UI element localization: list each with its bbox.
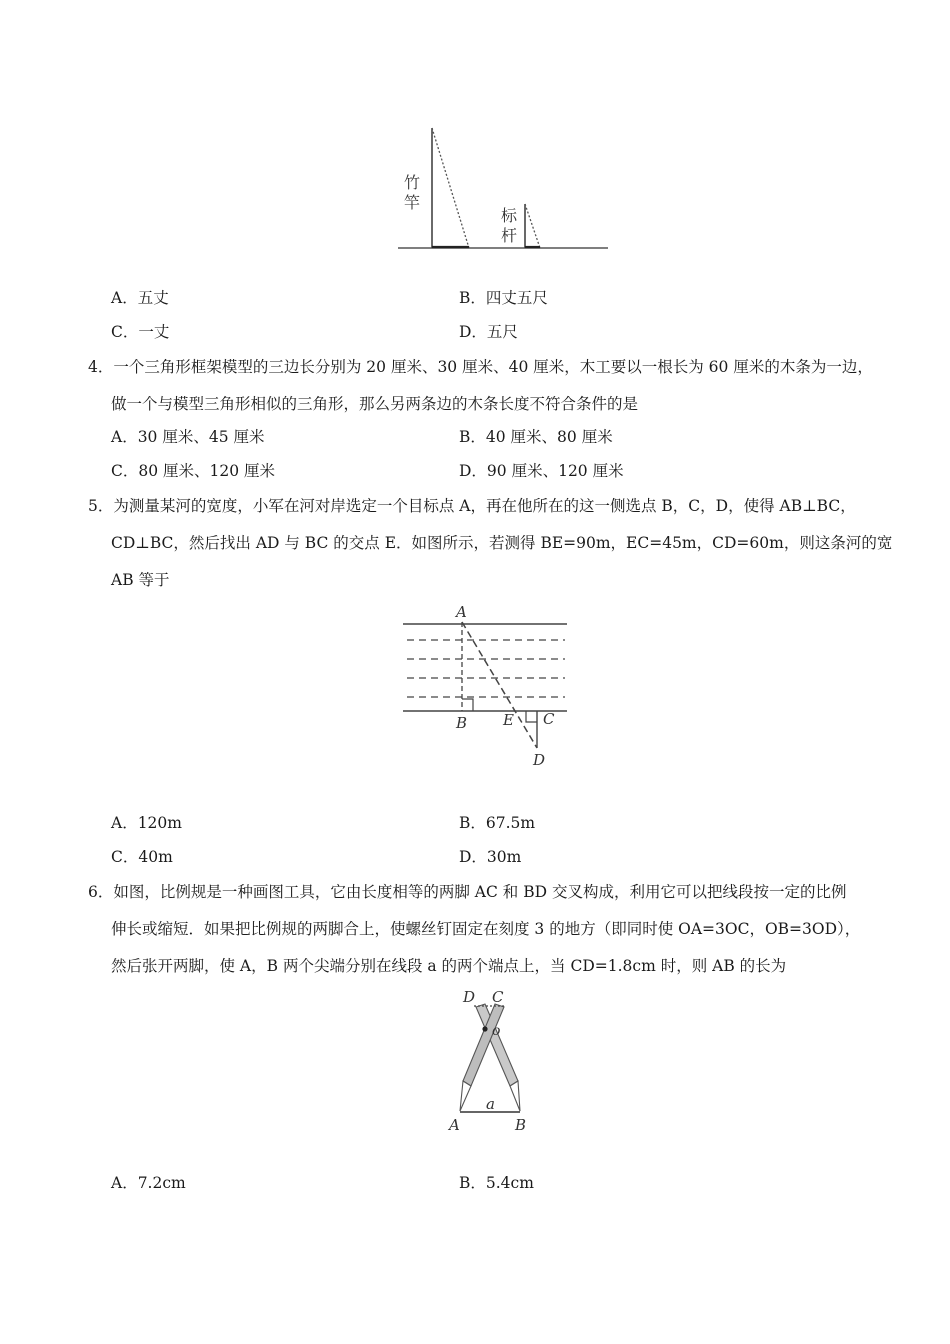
bamboo-pole-figure: [390, 120, 620, 255]
q5-stem-line2: CD⊥BC，然后找出 AD 与 BC 的交点 E．如图所示，若测得 BE=90m，EC=45m，CD=60m，则这条河的宽: [111, 534, 893, 552]
screw-o: [482, 1026, 487, 1031]
bamboo-shadow-ray: [432, 128, 469, 248]
q4-stem-line2: 做一个与模型三角形相似的三角形，那么另两条边的木条长度不符合条件的是: [111, 395, 639, 413]
right-angle-b: [462, 699, 473, 711]
label-zhugan-1: 竹: [403, 173, 421, 192]
label-zhugan-2: 竿: [403, 193, 421, 212]
q3-option-b[interactable]: B．四丈五尺: [459, 289, 548, 307]
right-angle-c: [526, 711, 537, 722]
q4-stem-line1: 4．一个三角形框架模型的三边长分别为 20 厘米、30 厘米、40 厘米，木工要以一根长为 60 厘米的木条为一边，: [88, 358, 873, 376]
segment-ad: [462, 622, 537, 748]
q4-option-d[interactable]: D．90 厘米、120 厘米: [459, 462, 624, 480]
river-figure: [395, 600, 580, 775]
q6-stem-line3: 然后张开两脚，使 A，B 两个尖端分别在线段 a 的两个端点上，当 CD=1.8cm 时，则 AB 的长为: [111, 957, 787, 975]
label-b: B: [515, 1116, 527, 1134]
q5-option-c[interactable]: C．40m: [111, 848, 173, 866]
leg-bd-tip: [510, 1081, 520, 1111]
leg-ac-tip: [460, 1081, 471, 1111]
label-a: A: [449, 1116, 460, 1134]
q5-stem-line3: AB 等于: [111, 571, 170, 589]
q5-option-a[interactable]: A．120m: [111, 814, 182, 832]
proportional-compass-figure: [440, 985, 540, 1135]
marker-shadow-ray: [525, 204, 540, 248]
q5-stem-line1: 5．为测量某河的宽度，小军在河对岸选定一个目标点 A，再在他所在的这一侧选点 B，C，D，使得 AB⊥BC，: [88, 497, 856, 515]
label-c: C: [492, 988, 504, 1006]
q5-option-b[interactable]: B．67.5m: [459, 814, 536, 832]
label-e: E: [503, 711, 514, 729]
q3-option-d[interactable]: D．五尺: [459, 323, 518, 341]
q6-option-b[interactable]: B．5.4cm: [459, 1174, 534, 1192]
label-d: D: [463, 988, 476, 1006]
q4-option-a[interactable]: A．30 厘米、45 厘米: [111, 428, 265, 446]
label-b: B: [456, 714, 468, 732]
q6-stem-line1: 6．如图，比例规是一种画图工具，它由长度相等的两脚 AC 和 BD 交叉构成，利用它可以把线段按一定的比例: [88, 883, 847, 901]
q4-option-c[interactable]: C．80 厘米、120 厘米: [111, 462, 276, 480]
label-a-segment: a: [486, 1095, 495, 1113]
label-d: D: [533, 751, 546, 769]
q4-option-b[interactable]: B．40 厘米、80 厘米: [459, 428, 613, 446]
q6-option-a[interactable]: A．7.2cm: [111, 1174, 186, 1192]
q6-stem-line2: 伸长或缩短．如果把比例规的两脚合上，使螺丝钉固定在刻度 3 的地方（即同时使 OA=3OC，OB=3OD），: [111, 920, 861, 938]
q3-option-c[interactable]: C．一丈: [111, 323, 170, 341]
q5-option-d[interactable]: D．30m: [459, 848, 522, 866]
label-a: A: [456, 603, 467, 621]
label-c: C: [543, 710, 555, 728]
q3-option-a[interactable]: A．五丈: [111, 289, 169, 307]
label-biaogan-2: 杆: [500, 226, 518, 245]
label-biaogan-1: 标: [500, 206, 518, 225]
label-o: o: [492, 1023, 501, 1039]
